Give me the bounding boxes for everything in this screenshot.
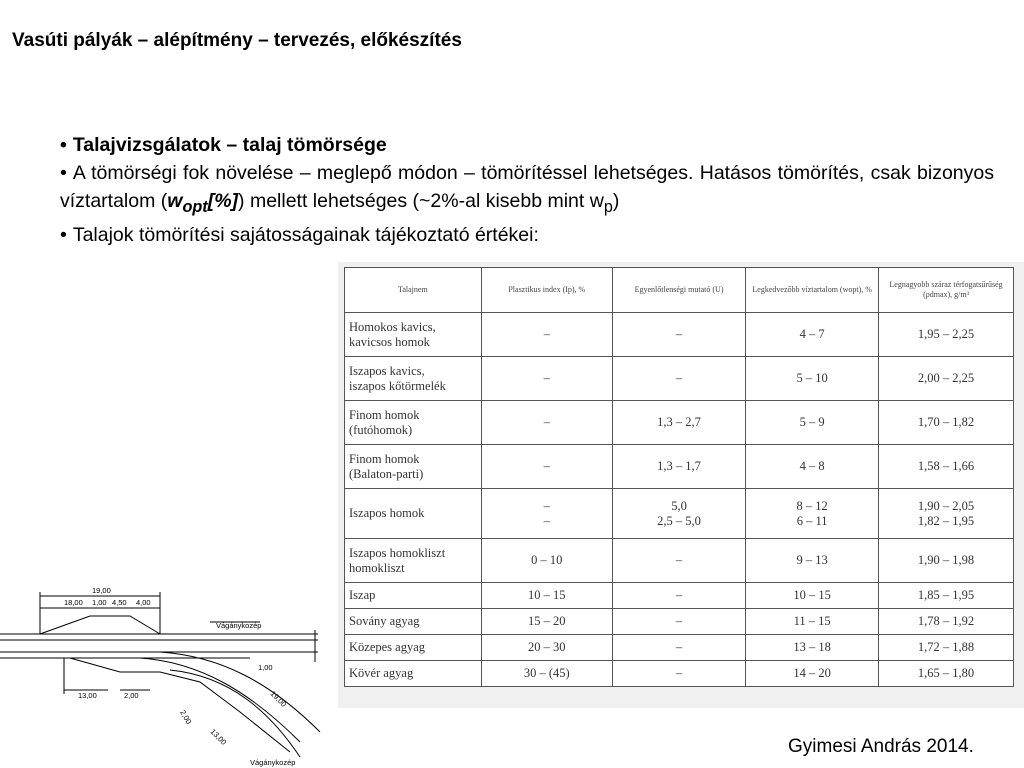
- slide-title: Vasúti pályák – alépítmény – tervezés, előkészítés: [12, 30, 462, 51]
- table-cell: 9 – 13: [746, 539, 879, 583]
- table-cell: 1,3 – 1,7: [612, 445, 745, 489]
- table-row: [345, 489, 1014, 539]
- table-cell: 1,90 – 1,98: [879, 539, 1014, 583]
- vagankozep-label-2: Vágánykozép: [250, 758, 296, 767]
- soil-type-cell: Finom homok (Balaton-parti): [345, 445, 482, 489]
- table-cell: 14 – 20: [746, 661, 879, 687]
- table-header-cell: Talajnem: [345, 268, 482, 313]
- table-cell: 1,58 – 1,66: [879, 445, 1014, 489]
- svg-text:4,50: 4,50: [112, 598, 127, 607]
- soil-type-cell: Finom homok (futóhomok): [345, 401, 482, 445]
- svg-text:1,00: 1,00: [258, 663, 273, 672]
- table-cell: 10 – 15: [481, 583, 612, 609]
- table-cell: –: [481, 357, 612, 401]
- table-cell: 15 – 20: [481, 609, 612, 635]
- author-footer: Gyimesi András 2014.: [788, 736, 974, 757]
- table-cell: 1,70 – 1,82: [879, 401, 1014, 445]
- table-row: [345, 661, 1014, 687]
- table-cell: 4 – 7: [746, 313, 879, 357]
- table-cell: 11 – 15: [746, 609, 879, 635]
- svg-text:1,00: 1,00: [92, 598, 107, 607]
- svg-text:4,00: 4,00: [136, 598, 151, 607]
- table-cell: 1,85 – 1,95: [879, 583, 1014, 609]
- table-cell: 1,90 – 2,05 1,82 – 1,95: [879, 489, 1014, 539]
- table-row: [345, 583, 1014, 609]
- table-row: [345, 357, 1014, 401]
- soil-type-cell: Közepes agyag: [345, 635, 482, 661]
- soil-table: [344, 267, 1014, 687]
- table-header-cell: Legnagyobb száraz térfogatsűrűség (ρdmax), g/m³: [879, 268, 1014, 313]
- table-cell: –: [612, 635, 745, 661]
- table-cell: 1,65 – 1,80: [879, 661, 1014, 687]
- table-cell: 1,3 – 2,7: [612, 401, 745, 445]
- table-row: [345, 609, 1014, 635]
- table-cell: 5,0 2,5 – 5,0: [612, 489, 745, 539]
- table-cell: –: [481, 313, 612, 357]
- svg-text:2,00: 2,00: [178, 708, 194, 726]
- table-cell: 5 – 9: [746, 401, 879, 445]
- soil-type-cell: Sovány agyag: [345, 609, 482, 635]
- table-row: [345, 401, 1014, 445]
- table-cell: –: [612, 313, 745, 357]
- bullet-list: [60, 131, 994, 249]
- table-cell: 0 – 10: [481, 539, 612, 583]
- table-cell: 4 – 8: [746, 445, 879, 489]
- soil-compaction-table: [338, 262, 1024, 708]
- table-header-cell: Legkedvezőbb víztartalom (wopt), %: [746, 268, 879, 313]
- svg-text:13,00: 13,00: [208, 727, 229, 747]
- soil-type-cell: Kövér agyag: [345, 661, 482, 687]
- soil-type-cell: Iszapos homokliszt homokliszt: [345, 539, 482, 583]
- table-cell: 2,00 – 2,25: [879, 357, 1014, 401]
- table-row: [345, 539, 1014, 583]
- bullet-3: • Talajok tömörítési sajátosságainak tájékoztató értékei:: [60, 221, 994, 249]
- table-cell: 5 – 10: [746, 357, 879, 401]
- svg-text:13,00: 13,00: [78, 691, 97, 700]
- soil-type-cell: Iszap: [345, 583, 482, 609]
- bullet-1: • Talajvizsgálatok – talaj tömörsége: [60, 131, 994, 159]
- table-cell: 30 – (45): [481, 661, 612, 687]
- table-cell: 20 – 30: [481, 635, 612, 661]
- table-cell: 8 – 12 6 – 11: [746, 489, 879, 539]
- track-cross-section-drawing: [0, 582, 330, 768]
- table-header-cell: Egyenlőtlenségi mutató (U): [612, 268, 745, 313]
- table-cell: –: [612, 357, 745, 401]
- table-cell: –: [612, 583, 745, 609]
- table-cell: 1,78 – 1,92: [879, 609, 1014, 635]
- table-cell: 13 – 18: [746, 635, 879, 661]
- table-cell: –: [612, 539, 745, 583]
- table-cell: 1,95 – 2,25: [879, 313, 1014, 357]
- svg-text:18,00: 18,00: [64, 598, 83, 607]
- table-cell: 10 – 15: [746, 583, 879, 609]
- table-cell: –: [612, 609, 745, 635]
- svg-text:2,00: 2,00: [124, 691, 139, 700]
- table-cell: –: [612, 661, 745, 687]
- table-row: [345, 445, 1014, 489]
- table-header-cell: Plasztikus index (Ip), %: [481, 268, 612, 313]
- soil-type-cell: Iszapos kavics, iszapos kőtörmelék: [345, 357, 482, 401]
- table-cell: 1,72 – 1,88: [879, 635, 1014, 661]
- dim-label: 19,00: [92, 586, 111, 595]
- table-row: [345, 313, 1014, 357]
- soil-type-cell: Iszapos homok: [345, 489, 482, 539]
- bullet-2: • A tömörségi fok növelése – meglepő módon – tömörítéssel lehetséges. Hatásos tömörítés, csak bizonyos víztartalom $(w_{opt}[\%])$ mellett lehetséges (~2%-al kisebb mint $w_p$): [60, 159, 994, 221]
- soil-type-cell: Homokos kavics, kavicsos homok: [345, 313, 482, 357]
- vagankozep-label-1: Vágánykozép: [216, 621, 262, 630]
- table-row: [345, 635, 1014, 661]
- svg-text:19,00: 19,00: [268, 689, 289, 709]
- table-cell: –: [481, 445, 612, 489]
- table-header-row: [345, 268, 1014, 313]
- table-cell: –: [481, 401, 612, 445]
- table-cell: – –: [481, 489, 612, 539]
